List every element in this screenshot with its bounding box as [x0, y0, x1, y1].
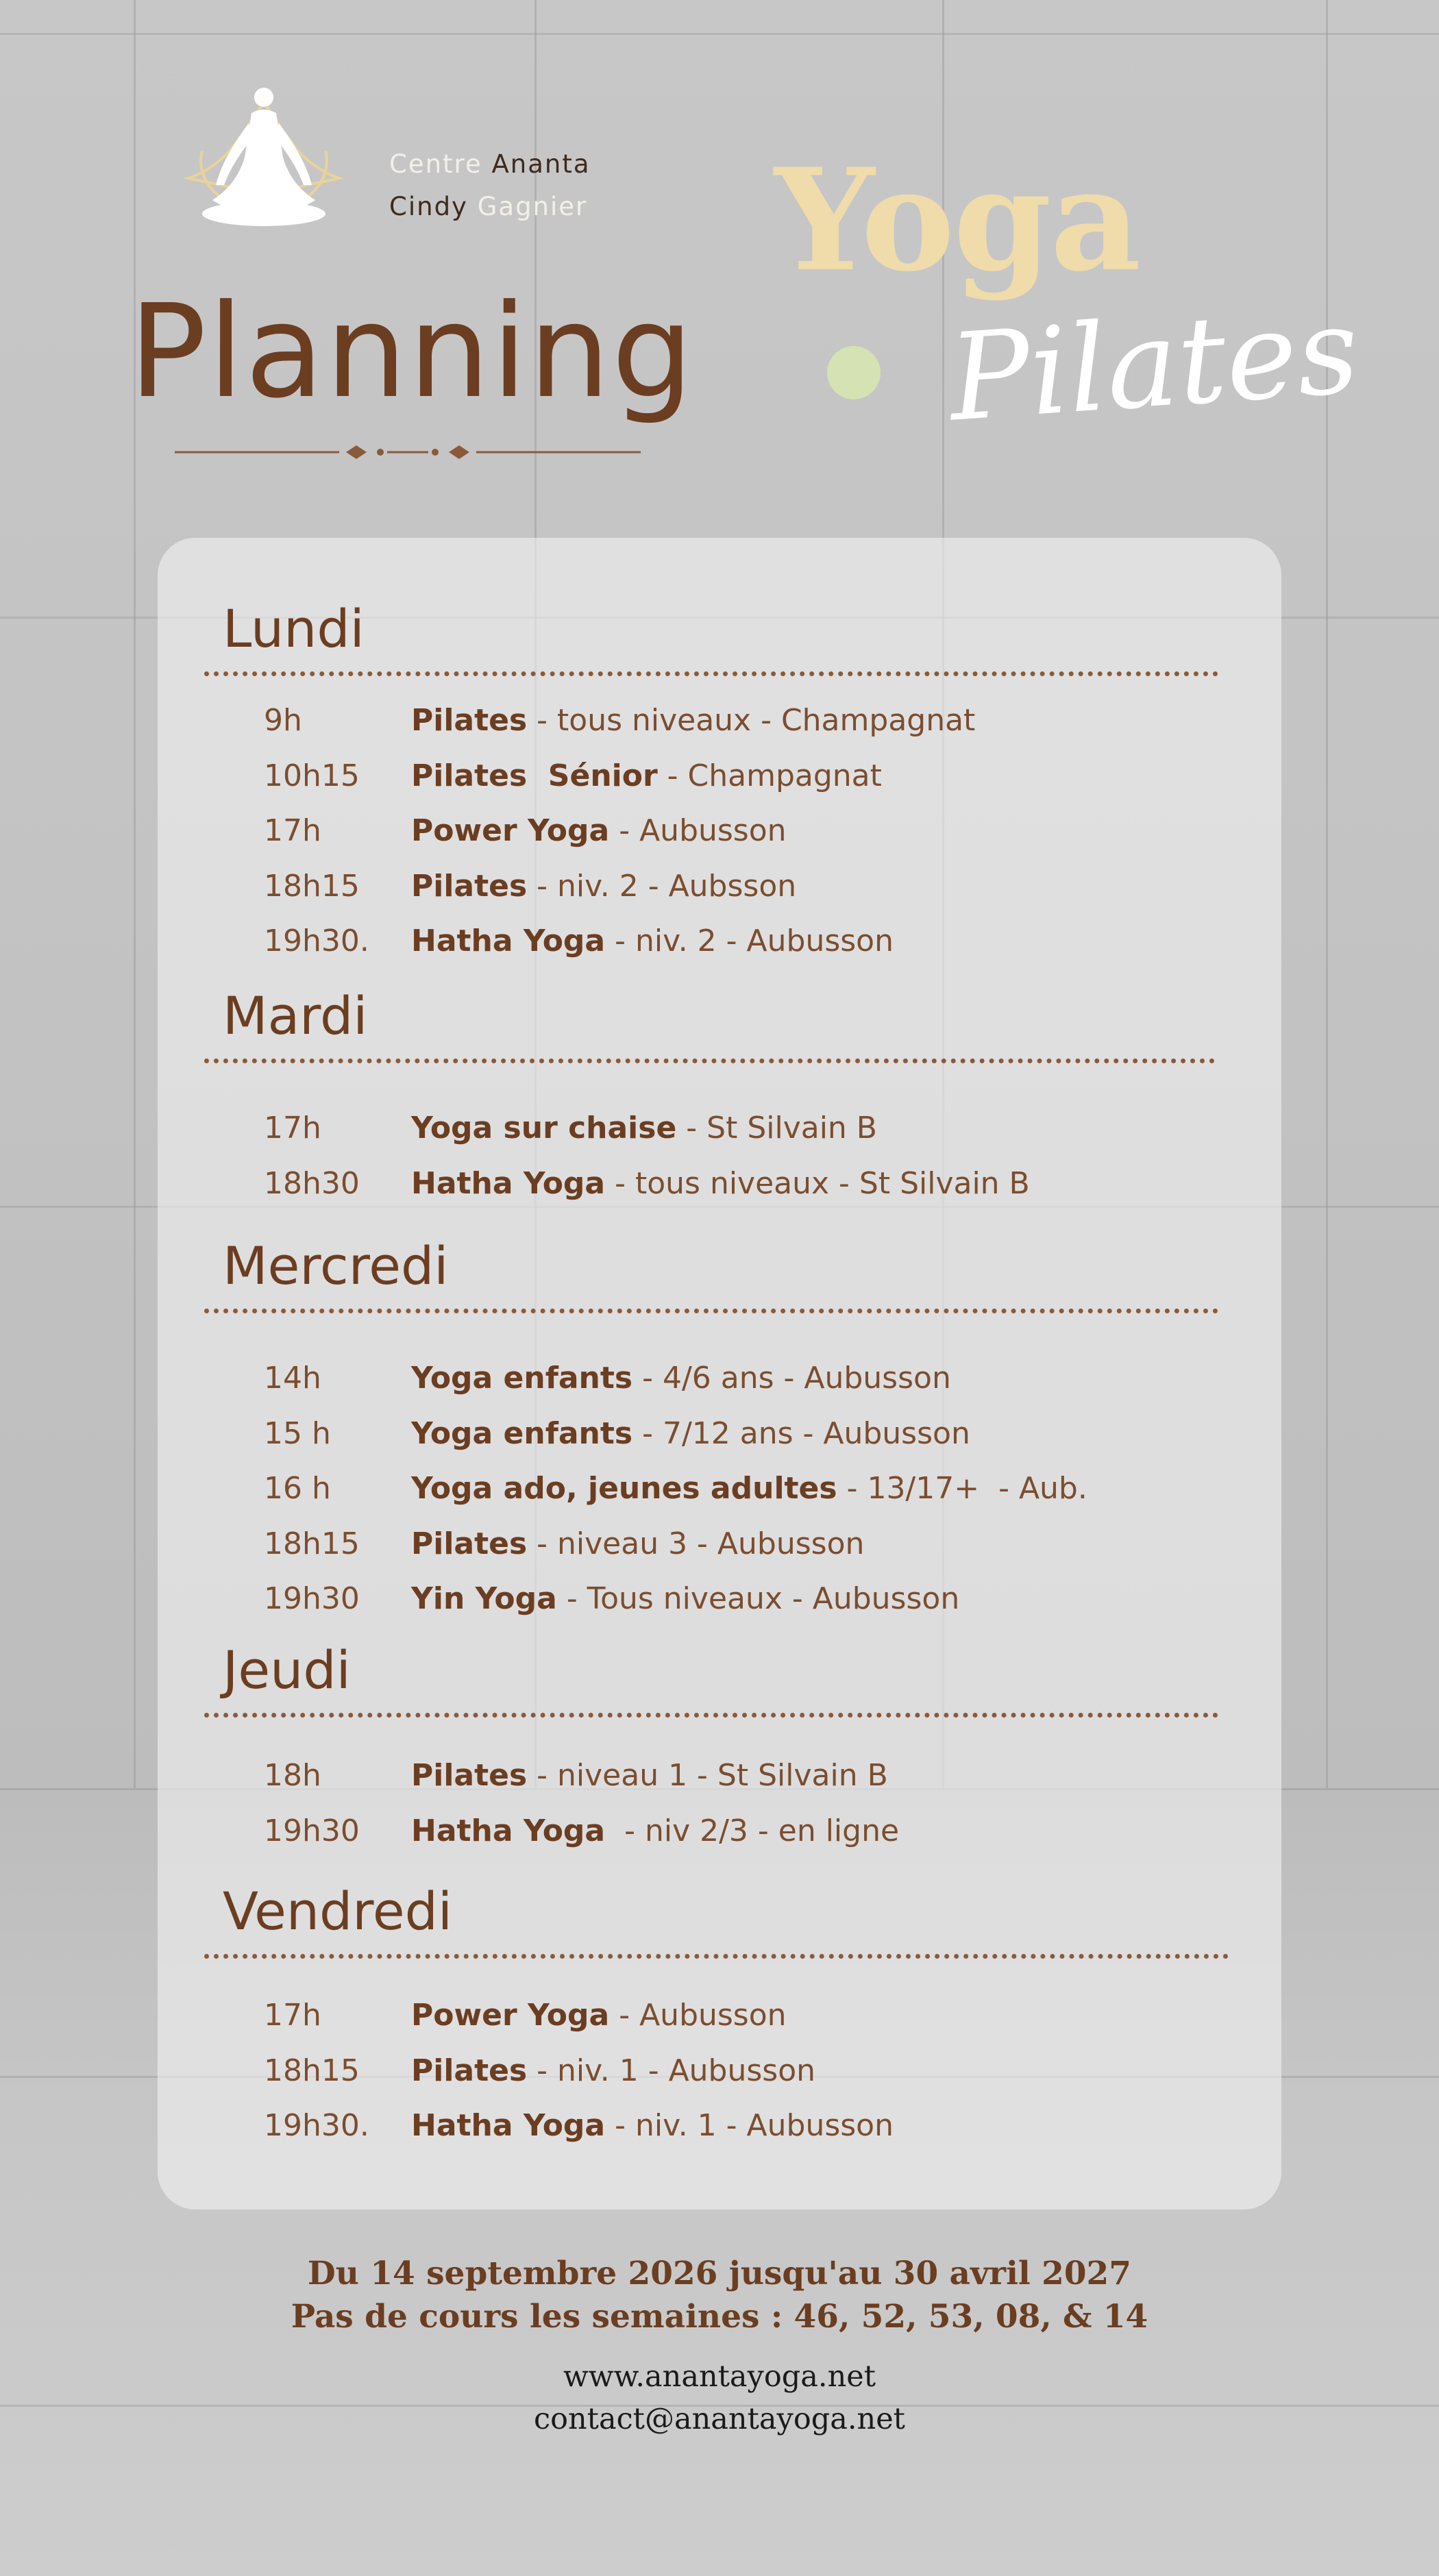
yoga-title: Yoga — [774, 138, 1140, 303]
class-details: - niv. 1 - Aubusson — [605, 2108, 894, 2143]
class-name: Yoga enfants — [411, 1361, 633, 1396]
class-name: Pilates — [411, 703, 528, 738]
class-details: - Aubusson — [609, 813, 787, 848]
class-time: 17h — [264, 813, 321, 848]
brand-gagnier: Gagnier — [477, 192, 588, 221]
class-row — [264, 703, 976, 738]
class-details: - tous niveaux - Champagnat — [527, 703, 976, 738]
class-row — [264, 813, 787, 848]
class-row — [264, 926, 894, 956]
email-link[interactable]: contact@anantayoga.net — [534, 2402, 905, 2436]
class-row — [264, 2053, 816, 2088]
class-time: 10h15 — [264, 758, 360, 793]
class-details: - niv. 2 - Aubusson — [605, 924, 894, 958]
class-details: - 13/17+ - Aub. — [837, 1471, 1087, 1506]
class-details: - Champagnat — [657, 758, 882, 793]
class-name: Hatha Yoga — [411, 1813, 606, 1848]
class-time: 18h15 — [264, 868, 360, 904]
brand-ananta: Ananta — [491, 149, 591, 179]
class-time: 14h — [264, 1361, 321, 1396]
dotted-divider — [204, 1309, 1218, 1313]
dotted-divider — [204, 1058, 1215, 1063]
dotted-divider — [204, 671, 1218, 676]
class-time: 18h — [264, 1758, 321, 1793]
class-row — [264, 868, 797, 904]
class-details: - 4/6 ans - Aubusson — [632, 1361, 951, 1396]
class-time: 17h — [264, 1998, 321, 2033]
class-row — [264, 1998, 787, 2033]
class-name: Hatha Yoga — [411, 2108, 606, 2143]
green-dot — [827, 346, 881, 399]
meditation-lotus-icon — [175, 82, 353, 233]
class-name: Power Yoga — [411, 1998, 610, 2033]
pilates-title: Pilates — [944, 281, 1364, 449]
brand-cindy: Cindy — [389, 192, 468, 221]
class-row — [264, 1471, 1087, 1506]
wall-seam — [0, 33, 1439, 35]
wall-seam — [1326, 0, 1328, 1788]
website-link[interactable]: www.anantayoga.net — [563, 2360, 876, 2394]
class-row — [264, 1758, 888, 1793]
day-heading: Mardi — [223, 985, 368, 1046]
brand-line-1 — [389, 149, 591, 179]
class-name: Pilates — [411, 1758, 528, 1793]
class-row — [264, 1113, 877, 1143]
class-time: 18h15 — [264, 2053, 360, 2088]
page-title: Planning — [129, 277, 695, 427]
class-name: Pilates — [411, 2053, 528, 2088]
class-name: Yoga ado, jeunes adultes — [411, 1471, 837, 1506]
day-heading: Mercredi — [223, 1235, 449, 1296]
day-heading: Lundi — [223, 598, 365, 659]
dotted-divider — [204, 1713, 1218, 1718]
class-time: 17h — [264, 1111, 321, 1145]
class-name: Hatha Yoga — [411, 924, 606, 958]
class-time: 18h30 — [264, 1165, 360, 1201]
class-details: - St Silvain B — [676, 1111, 877, 1145]
class-details: - niv. 1 - Aubusson — [527, 2053, 816, 2088]
class-row — [264, 1581, 960, 1616]
class-time: 19h30 — [264, 1813, 360, 1848]
class-row — [264, 1165, 1030, 1201]
class-details: - niveau 1 - St Silvain B — [527, 1758, 888, 1793]
class-details: - niveau 3 - Aubusson — [527, 1526, 865, 1561]
brand-centre: Centre — [389, 149, 482, 179]
class-name: Hatha Yoga — [411, 1165, 606, 1201]
class-row — [264, 1363, 951, 1394]
class-details: - niv 2/3 - en ligne — [605, 1813, 900, 1848]
class-details: - Aubusson — [609, 1998, 787, 2033]
class-time: 16 h — [264, 1471, 331, 1506]
class-name: Yoga enfants — [411, 1415, 633, 1451]
ornament-divider-icon — [175, 438, 641, 466]
class-time: 19h30 — [264, 1581, 360, 1616]
class-time: 9h — [264, 703, 302, 738]
class-time: 19h30. — [264, 924, 369, 958]
class-row — [264, 758, 882, 793]
no-class-weeks: Pas de cours les semaines : 46, 52, 53, 08, & 14 — [291, 2298, 1148, 2336]
class-row — [264, 2108, 894, 2143]
class-time: 19h30. — [264, 2108, 369, 2143]
class-details: - tous niveaux - St Silvain B — [605, 1165, 1030, 1201]
wall-seam — [134, 0, 136, 1788]
class-row — [264, 1813, 900, 1848]
class-row — [264, 1415, 970, 1451]
day-heading: Vendredi — [223, 1881, 452, 1942]
class-details: - Tous niveaux - Aubusson — [556, 1581, 960, 1616]
class-name: Pilates Sénior — [411, 758, 658, 793]
season-dates: Du 14 septembre 2026 jusqu'au 30 avril 2027 — [308, 2255, 1131, 2292]
class-row — [264, 1526, 865, 1561]
class-details: - niv. 2 - Aubsson — [527, 868, 797, 904]
class-name: Yin Yoga — [411, 1581, 557, 1616]
class-name: Pilates — [411, 1526, 528, 1561]
class-time: 18h15 — [264, 1526, 360, 1561]
dotted-divider — [204, 1954, 1229, 1959]
class-name: Pilates — [411, 868, 528, 904]
class-time: 15 h — [264, 1415, 331, 1451]
day-heading: Jeudi — [223, 1639, 351, 1700]
class-details: - 7/12 ans - Aubusson — [632, 1415, 970, 1451]
brand-line-2 — [389, 192, 587, 221]
class-name: Yoga sur chaise — [411, 1111, 677, 1145]
class-name: Power Yoga — [411, 813, 610, 848]
